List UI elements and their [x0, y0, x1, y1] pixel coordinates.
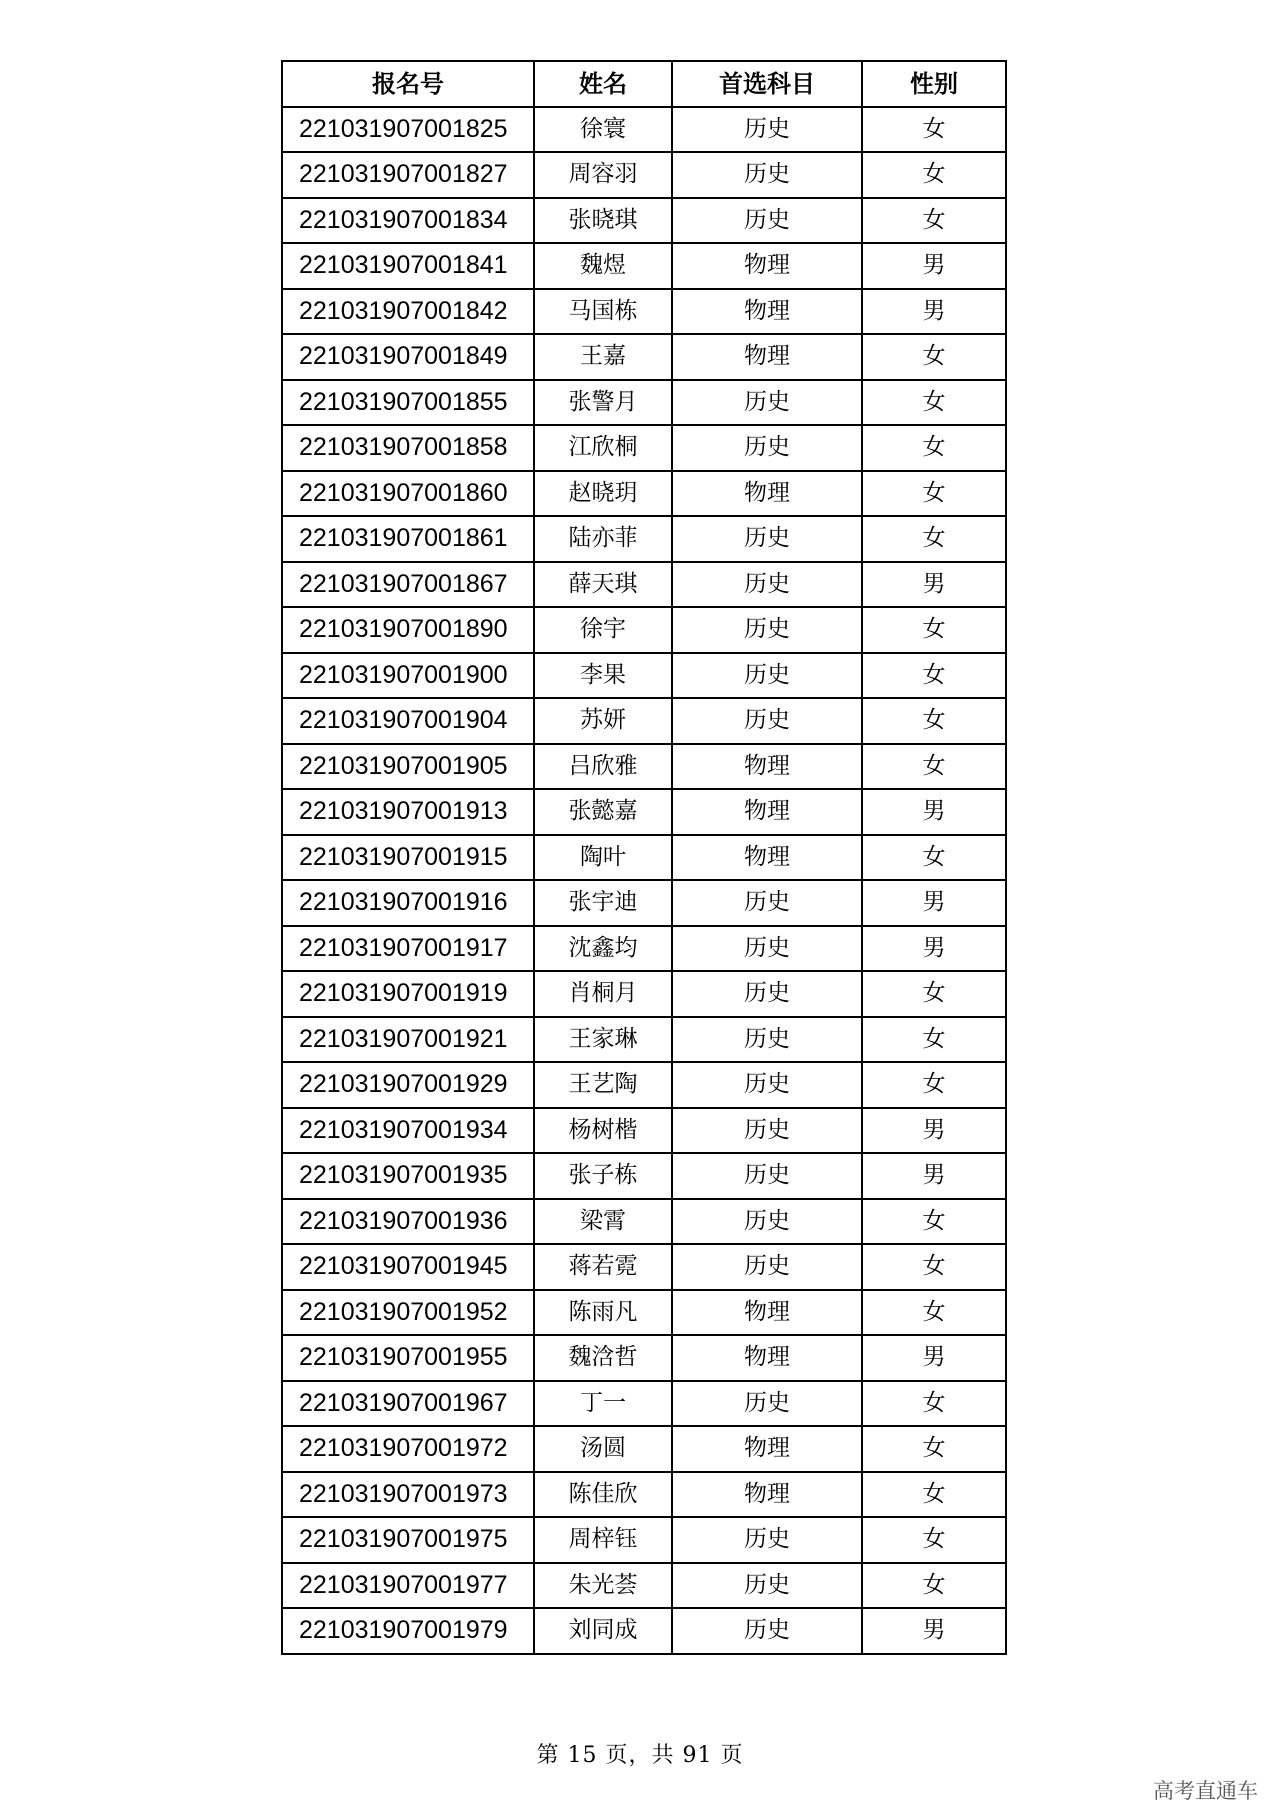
- column-header-gender: 性别: [862, 61, 1006, 107]
- cell-primary-subject: 物理: [672, 1472, 862, 1518]
- cell-gender: 男: [862, 926, 1006, 972]
- cell-gender: 女: [862, 971, 1006, 1017]
- cell-name: 张懿嘉: [534, 789, 672, 835]
- cell-name: 李果: [534, 653, 672, 699]
- table-row: [282, 1017, 1006, 1063]
- table-header-row: [282, 61, 1006, 107]
- cell-primary-subject: 历史: [672, 1017, 862, 1063]
- table-row: [282, 1244, 1006, 1290]
- student-roster-table: [281, 60, 1007, 1655]
- cell-registration-number: 221031907001861: [282, 516, 534, 562]
- cell-primary-subject: 历史: [672, 516, 862, 562]
- cell-name: 陆亦菲: [534, 516, 672, 562]
- cell-primary-subject: 历史: [672, 607, 862, 653]
- table-row: [282, 789, 1006, 835]
- cell-gender: 男: [862, 880, 1006, 926]
- table-row: [282, 471, 1006, 517]
- cell-primary-subject: 物理: [672, 289, 862, 335]
- cell-registration-number: 221031907001934: [282, 1108, 534, 1154]
- cell-gender: 男: [862, 1608, 1006, 1654]
- cell-name: 陶叶: [534, 835, 672, 881]
- cell-primary-subject: 历史: [672, 971, 862, 1017]
- cell-gender: 女: [862, 1017, 1006, 1063]
- cell-name: 吕欣雅: [534, 744, 672, 790]
- column-header-primary-subject: 首选科目: [672, 61, 862, 107]
- cell-registration-number: 221031907001855: [282, 380, 534, 426]
- table-row: [282, 653, 1006, 699]
- cell-registration-number: 221031907001921: [282, 1017, 534, 1063]
- cell-registration-number: 221031907001827: [282, 152, 534, 198]
- cell-name: 梁霄: [534, 1199, 672, 1245]
- cell-registration-number: 221031907001936: [282, 1199, 534, 1245]
- table-row: [282, 607, 1006, 653]
- cell-primary-subject: 历史: [672, 562, 862, 608]
- cell-primary-subject: 历史: [672, 425, 862, 471]
- table-row: [282, 334, 1006, 380]
- cell-name: 马国栋: [534, 289, 672, 335]
- table-row: [282, 1381, 1006, 1427]
- cell-primary-subject: 物理: [672, 243, 862, 289]
- cell-registration-number: 221031907001916: [282, 880, 534, 926]
- cell-gender: 女: [862, 1062, 1006, 1108]
- cell-registration-number: 221031907001860: [282, 471, 534, 517]
- cell-primary-subject: 历史: [672, 653, 862, 699]
- cell-name: 周容羽: [534, 152, 672, 198]
- cell-gender: 女: [862, 425, 1006, 471]
- table-row: [282, 880, 1006, 926]
- cell-name: 苏妍: [534, 698, 672, 744]
- table-row: [282, 744, 1006, 790]
- cell-name: 赵晓玥: [534, 471, 672, 517]
- cell-registration-number: 221031907001967: [282, 1381, 534, 1427]
- cell-gender: 女: [862, 198, 1006, 244]
- cell-registration-number: 221031907001919: [282, 971, 534, 1017]
- cell-primary-subject: 历史: [672, 1563, 862, 1609]
- cell-primary-subject: 历史: [672, 198, 862, 244]
- cell-primary-subject: 物理: [672, 1335, 862, 1381]
- cell-primary-subject: 物理: [672, 789, 862, 835]
- cell-gender: 男: [862, 1108, 1006, 1154]
- table-row: [282, 289, 1006, 335]
- table-row: [282, 1108, 1006, 1154]
- cell-name: 薛天琪: [534, 562, 672, 608]
- cell-primary-subject: 历史: [672, 1062, 862, 1108]
- table-row: [282, 1062, 1006, 1108]
- cell-name: 陈佳欣: [534, 1472, 672, 1518]
- cell-name: 徐宇: [534, 607, 672, 653]
- table-row: [282, 152, 1006, 198]
- table-row: [282, 243, 1006, 289]
- cell-gender: 女: [862, 1426, 1006, 1472]
- cell-gender: 女: [862, 698, 1006, 744]
- cell-name: 丁一: [534, 1381, 672, 1427]
- cell-primary-subject: 历史: [672, 1199, 862, 1245]
- cell-primary-subject: 物理: [672, 334, 862, 380]
- cell-registration-number: 221031907001929: [282, 1062, 534, 1108]
- cell-name: 朱光荟: [534, 1563, 672, 1609]
- cell-primary-subject: 历史: [672, 380, 862, 426]
- table-row: [282, 1199, 1006, 1245]
- cell-registration-number: 221031907001975: [282, 1517, 534, 1563]
- cell-primary-subject: 历史: [672, 1108, 862, 1154]
- cell-primary-subject: 物理: [672, 471, 862, 517]
- cell-name: 肖桐月: [534, 971, 672, 1017]
- table-row: [282, 1472, 1006, 1518]
- cell-name: 张子栋: [534, 1153, 672, 1199]
- cell-name: 陈雨凡: [534, 1290, 672, 1336]
- table-row: [282, 1517, 1006, 1563]
- table-row: [282, 562, 1006, 608]
- cell-name: 张晓琪: [534, 198, 672, 244]
- cell-primary-subject: 历史: [672, 1608, 862, 1654]
- cell-registration-number: 221031907001905: [282, 744, 534, 790]
- cell-primary-subject: 历史: [672, 880, 862, 926]
- cell-gender: 男: [862, 1153, 1006, 1199]
- cell-primary-subject: 历史: [672, 1153, 862, 1199]
- cell-primary-subject: 历史: [672, 698, 862, 744]
- cell-name: 魏煜: [534, 243, 672, 289]
- cell-primary-subject: 历史: [672, 107, 862, 153]
- cell-gender: 女: [862, 471, 1006, 517]
- cell-gender: 女: [862, 607, 1006, 653]
- cell-gender: 男: [862, 1335, 1006, 1381]
- cell-gender: 女: [862, 334, 1006, 380]
- cell-registration-number: 221031907001977: [282, 1563, 534, 1609]
- cell-primary-subject: 历史: [672, 1381, 862, 1427]
- cell-gender: 男: [862, 243, 1006, 289]
- roster-sheet: [281, 60, 1005, 1655]
- table-row: [282, 380, 1006, 426]
- table-row: [282, 926, 1006, 972]
- cell-name: 张宇迪: [534, 880, 672, 926]
- table-row: [282, 971, 1006, 1017]
- column-header-registration-number: 报名号: [282, 61, 534, 107]
- cell-gender: 女: [862, 107, 1006, 153]
- cell-gender: 女: [862, 152, 1006, 198]
- cell-gender: 女: [862, 1199, 1006, 1245]
- cell-gender: 女: [862, 1244, 1006, 1290]
- cell-gender: 女: [862, 835, 1006, 881]
- cell-registration-number: 221031907001900: [282, 653, 534, 699]
- cell-registration-number: 221031907001972: [282, 1426, 534, 1472]
- cell-name: 徐寰: [534, 107, 672, 153]
- page-number: 第 15 页，共 91 页: [536, 1743, 744, 1768]
- cell-primary-subject: 历史: [672, 1244, 862, 1290]
- cell-name: 王家琳: [534, 1017, 672, 1063]
- cell-name: 魏浛哲: [534, 1335, 672, 1381]
- cell-gender: 男: [862, 289, 1006, 335]
- cell-registration-number: 221031907001825: [282, 107, 534, 153]
- cell-registration-number: 221031907001955: [282, 1335, 534, 1381]
- cell-name: 张警月: [534, 380, 672, 426]
- table-row: [282, 1426, 1006, 1472]
- cell-gender: 男: [862, 562, 1006, 608]
- cell-registration-number: 221031907001979: [282, 1608, 534, 1654]
- cell-gender: 女: [862, 744, 1006, 790]
- cell-name: 王嘉: [534, 334, 672, 380]
- cell-gender: 女: [862, 380, 1006, 426]
- cell-gender: 女: [862, 1381, 1006, 1427]
- cell-registration-number: 221031907001890: [282, 607, 534, 653]
- cell-gender: 女: [862, 653, 1006, 699]
- cell-name: 周梓钰: [534, 1517, 672, 1563]
- cell-name: 沈鑫均: [534, 926, 672, 972]
- cell-registration-number: 221031907001952: [282, 1290, 534, 1336]
- cell-registration-number: 221031907001867: [282, 562, 534, 608]
- cell-gender: 女: [862, 1517, 1006, 1563]
- cell-primary-subject: 物理: [672, 835, 862, 881]
- cell-name: 汤圆: [534, 1426, 672, 1472]
- cell-registration-number: 221031907001917: [282, 926, 534, 972]
- cell-name: 刘同成: [534, 1608, 672, 1654]
- watermark-text: 高考直通车: [1153, 1779, 1258, 1803]
- table-row: [282, 516, 1006, 562]
- cell-registration-number: 221031907001904: [282, 698, 534, 744]
- cell-registration-number: 221031907001858: [282, 425, 534, 471]
- column-header-name: 姓名: [534, 61, 672, 107]
- cell-primary-subject: 物理: [672, 1290, 862, 1336]
- cell-gender: 女: [862, 516, 1006, 562]
- cell-registration-number: 221031907001945: [282, 1244, 534, 1290]
- table-row: [282, 198, 1006, 244]
- cell-registration-number: 221031907001935: [282, 1153, 534, 1199]
- table-row: [282, 835, 1006, 881]
- cell-name: 蒋若霓: [534, 1244, 672, 1290]
- cell-primary-subject: 物理: [672, 744, 862, 790]
- table-row: [282, 1608, 1006, 1654]
- cell-gender: 女: [862, 1290, 1006, 1336]
- table-row: [282, 1290, 1006, 1336]
- table-body: [282, 107, 1006, 1654]
- table-row: [282, 1153, 1006, 1199]
- cell-registration-number: 221031907001915: [282, 835, 534, 881]
- table-row: [282, 107, 1006, 153]
- cell-name: 杨树楷: [534, 1108, 672, 1154]
- cell-primary-subject: 历史: [672, 1517, 862, 1563]
- table-row: [282, 425, 1006, 471]
- cell-primary-subject: 物理: [672, 1426, 862, 1472]
- table-row: [282, 1563, 1006, 1609]
- cell-registration-number: 221031907001842: [282, 289, 534, 335]
- cell-registration-number: 221031907001841: [282, 243, 534, 289]
- cell-gender: 女: [862, 1472, 1006, 1518]
- cell-registration-number: 221031907001913: [282, 789, 534, 835]
- cell-registration-number: 221031907001973: [282, 1472, 534, 1518]
- table-row: [282, 1335, 1006, 1381]
- cell-registration-number: 221031907001834: [282, 198, 534, 244]
- cell-primary-subject: 历史: [672, 926, 862, 972]
- cell-gender: 女: [862, 1563, 1006, 1609]
- cell-gender: 男: [862, 789, 1006, 835]
- cell-registration-number: 221031907001849: [282, 334, 534, 380]
- cell-name: 江欣桐: [534, 425, 672, 471]
- cell-primary-subject: 历史: [672, 152, 862, 198]
- cell-name: 王艺陶: [534, 1062, 672, 1108]
- table-row: [282, 698, 1006, 744]
